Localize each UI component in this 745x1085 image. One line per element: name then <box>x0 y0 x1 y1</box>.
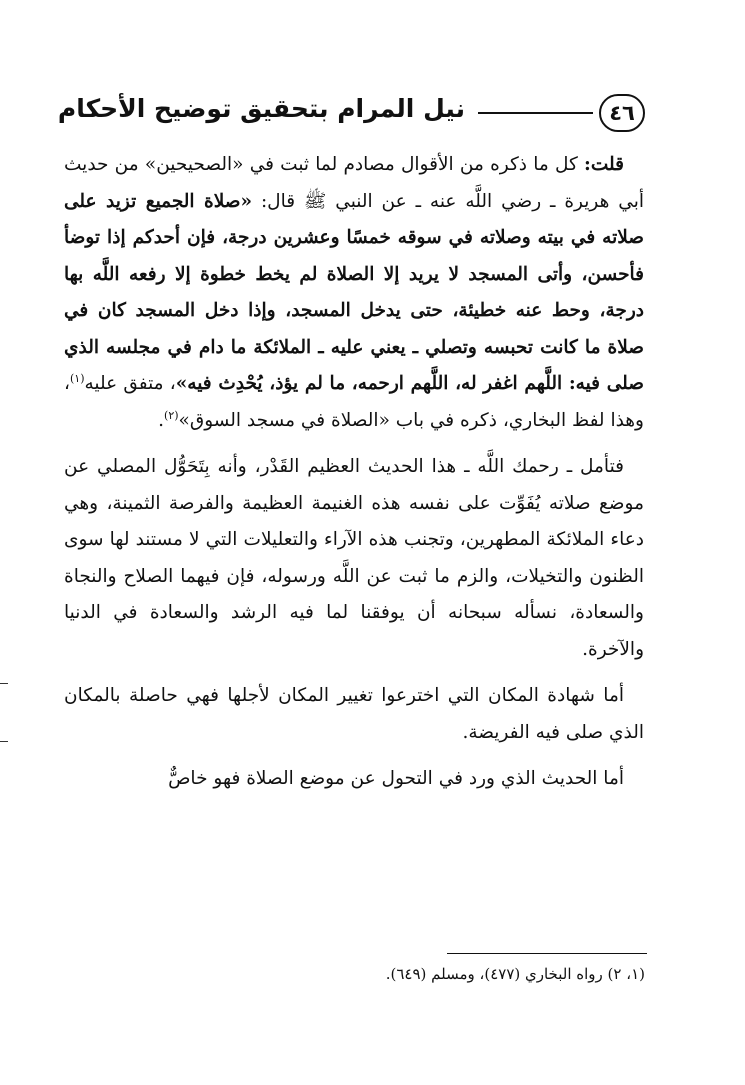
book-title: نيل المرام بتحقيق توضيح الأحكام <box>57 94 465 123</box>
main-text <box>64 147 644 798</box>
page-number: ٤٦ <box>599 94 645 132</box>
footnote-ref-2[interactable]: (٢) <box>164 408 179 422</box>
footnote-divider <box>447 953 647 954</box>
paragraph-text: ، وهذا لفظ البخاري، ذكره في باب «الصلاة في مسجد السوق» <box>64 373 644 431</box>
hadith-quote: «صلاة الجميع تزيد على صلاته في بيته وصلاته في سوقه خمسًا وعشرين درجة، فإن أحدكم إذا توضأ فأحسن، وأتى المسجد لا يريد إلا الصلاة لم يخط خطوة إلا رفعه اللَّه بها درجة، وحط عنه خطيئة، حتى يدخل المسجد، وإذا دخل المسجد كان في صلاة ما كانت تحبسه وتصلي ـ يعني عليه ـ الملائكة ما دام في مجلسه الذي صلى فيه: اللَّهم اغفر له، اللَّهم ارحمه، ما لم يؤذ، يُحْدِث فيه» <box>64 190 644 394</box>
paragraph-4: أما الحديث الذي ورد في التحول عن موضع الصلاة فهو خاصٌّ <box>168 768 624 789</box>
footnote-ref-1[interactable]: (١) <box>69 371 85 385</box>
paragraph-text: . <box>158 409 165 431</box>
paragraph-text: ، متفق عليه <box>84 373 176 394</box>
paragraph-lead: قلت: <box>584 154 624 175</box>
paragraph-text: كل ما ذكره من الأقوال مصادم لما ثبت في «الصحيحين» من حديث أبي هريرة ـ رضي اللَّه عنه ـ عن النبي ﷺ قال: <box>64 154 644 212</box>
margin-mark <box>0 741 8 742</box>
paragraph-2: فتأمل ـ رحمك اللَّه ـ هذا الحديث العظيم القَدْر، وأنه بِتَحَوُّل المصلي عن موضع صلاته يُفَوِّت على نفسه هذه الغنيمة العظيمة والفرصة الثمينة، وهي دعاء الملائكة المطهرين، وتجنب هذه الآراء والتعليلات التي لا مستند لها سوى الظنون والتخيلات، والزم ما ثبت عن اللَّه ورسوله، فإن فيهما الصلاح والنجاة والسعادة، نسأله سبحانه أن يوفقنا لما فيه الرشد والسعادة في الدنيا والآخرة. <box>64 456 644 660</box>
paragraph-1 <box>64 147 644 439</box>
margin-mark <box>0 683 8 684</box>
running-header <box>45 92 645 138</box>
footnote: (١، ٢) رواه البخاري (٤٧٧)، ومسلم (٦٤٩). <box>385 965 645 983</box>
paragraph-3: أما شهادة المكان التي اخترعوا تغيير المكان لأجلها فهي حاصلة بالمكان الذي صلى فيه الفريضة. <box>64 685 644 743</box>
header-divider <box>478 112 593 114</box>
